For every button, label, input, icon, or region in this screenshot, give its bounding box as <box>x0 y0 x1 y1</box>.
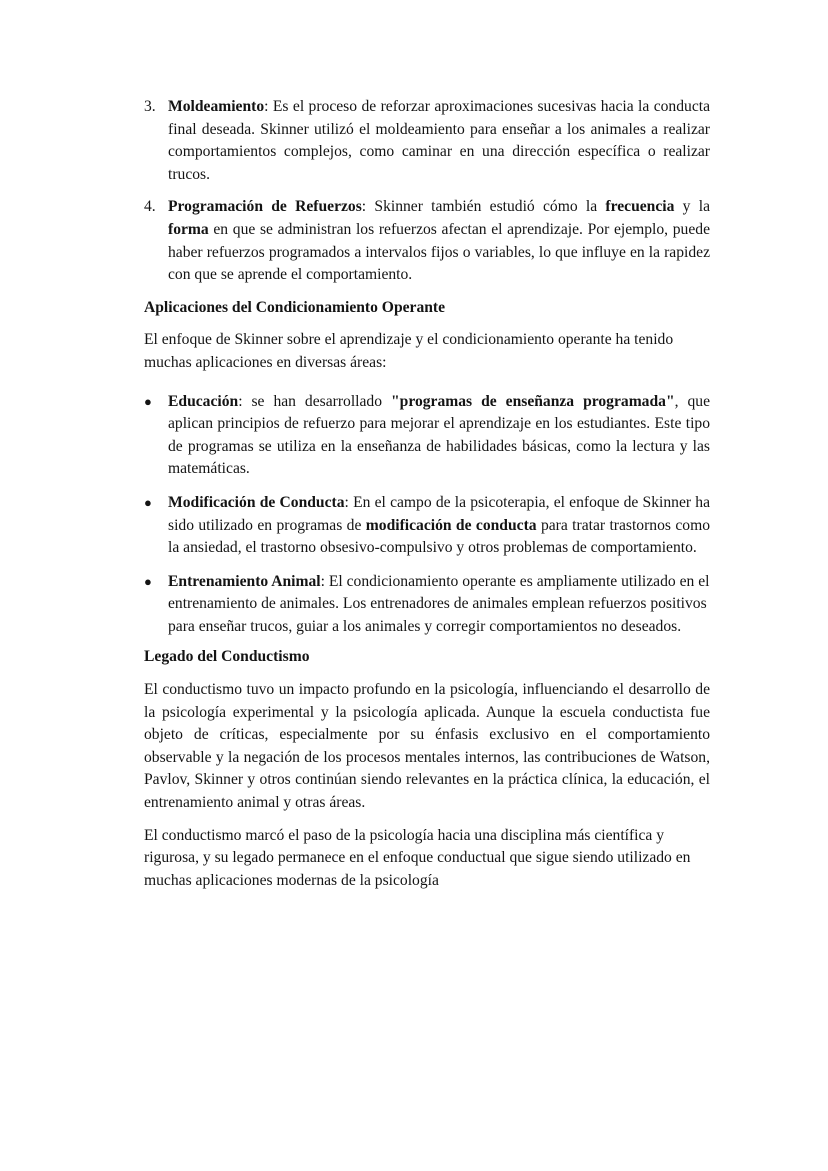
legacy-paragraph-2: El conductismo marcó el paso de la psicología hacia una disciplina más científica y rigurosa, y su legado permanece en el enfoque conductual que sigue siendo utilizado en muchas aplicaciones modernas de la psicología <box>144 826 691 889</box>
term-bold: Educación <box>168 392 239 410</box>
section-intro-paragraph: El enfoque de Skinner sobre el aprendizaje y el condicionamiento operante ha tenido muchas aplicaciones en diversas áreas: <box>144 331 674 371</box>
list-item-text: Programación de Refuerzos: Skinner también estudió cómo la frecuencia y la forma en que se administran los refuerzos afectan el aprendizaje. Por ejemplo, puede haber refuerzos programados a intervalos fijos o variables, lo que influye en la rapidez con que se aprende el comportamiento. <box>168 198 710 284</box>
legacy-paragraph-1: El conductismo tuvo un impacto profundo en la psicología, influenciando el desarrollo de la psicología experimental y la psicología aplicada. Aunque la escuela conductista fue objeto de críticas, especialmente por su énfasis exclusivo en el comportamiento observable y la negación de los procesos mentales internos, las contribuciones de Watson, Pavlov, Skinner y otros continúan siendo relevantes en la práctica clínica, la educación, el entrenamiento animal y otras áreas. <box>144 681 710 812</box>
section-heading-legado: Legado del Conductismo <box>144 648 310 666</box>
bullet-item-educacion <box>144 391 710 481</box>
term-bold: Modificación de Conducta <box>168 493 345 511</box>
list-item-text: Moldeamiento: Es el proceso de reforzar aproximaciones sucesivas hacia la conducta final deseada. Skinner utilizó el moldeamiento para enseñar a los animales a realizar comportamientos complejos, como caminar en una dirección específica o realizar trucos. <box>168 98 710 183</box>
bullet-icon: ● <box>144 573 152 589</box>
section-heading-aplicaciones: Aplicaciones del Condicionamiento Operante <box>144 298 446 316</box>
term-bold: Entrenamiento Animal <box>168 572 321 590</box>
numbered-item-moldeamiento <box>144 96 710 186</box>
list-number: 4. <box>144 198 156 216</box>
bullet-item-entrenamiento-animal <box>144 571 710 639</box>
bullet-icon: ● <box>144 393 152 409</box>
numbered-item-programacion-refuerzos <box>144 196 710 286</box>
document-page <box>144 96 710 902</box>
bullet-icon: ● <box>144 494 152 510</box>
list-number: 3. <box>144 98 156 115</box>
list-item-text: Entrenamiento Animal: El condicionamiento operante es ampliamente utilizado en el entrenamiento de animales. Los entrenadores de animales emplean refuerzos positivos para enseñar trucos, guiar a los animales y corregir comportamientos no deseados. <box>168 572 710 635</box>
list-item-text: Educación: se han desarrollado "programas de enseñanza programada", que aplican principios de refuerzo para mejorar el aprendizaje en los estudiantes. Este tipo de programas se utiliza en la enseñanza de habilidades básicas, como la lectura y las matemáticas. <box>168 392 710 478</box>
term-bold: Programación de Refuerzos <box>168 198 362 216</box>
list-item-text: Modificación de Conducta: En el campo de la psicoterapia, el enfoque de Skinner ha sido utilizado en programas de modificación de conducta para tratar trastornos como la ansiedad, el trastorno obsesivo-compulsivo y otros problemas de comportamiento. <box>168 493 711 557</box>
term-bold: Moldeamiento <box>168 98 265 115</box>
bullet-item-modificacion-conducta <box>144 492 710 560</box>
